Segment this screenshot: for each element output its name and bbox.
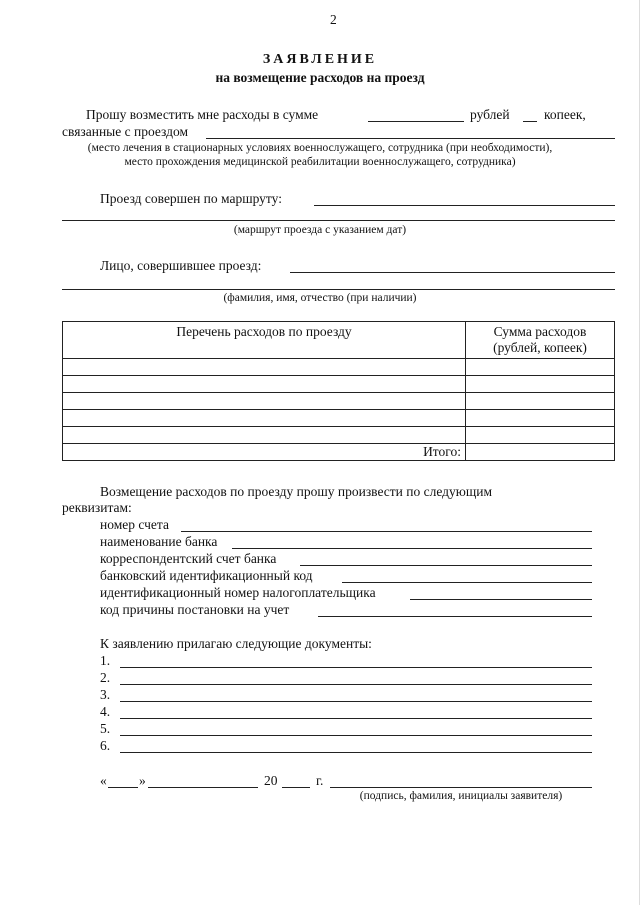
kopecks-label: копеек, bbox=[544, 107, 586, 122]
table-total-row bbox=[63, 444, 615, 461]
date-quote-close: » bbox=[139, 773, 146, 788]
date-day-field[interactable] bbox=[108, 787, 138, 788]
date-year-field[interactable] bbox=[282, 787, 310, 788]
expense-cell[interactable] bbox=[63, 427, 466, 444]
table-row bbox=[63, 410, 615, 427]
requisites-intro-line2: реквизитам: bbox=[62, 500, 132, 515]
account-number-field[interactable] bbox=[181, 531, 592, 532]
date-month-field[interactable] bbox=[148, 787, 258, 788]
attachment-number: 1. bbox=[100, 653, 111, 668]
sum-cell[interactable] bbox=[466, 410, 615, 427]
attachments-intro: К заявлению прилагаю следующие документы: bbox=[100, 636, 372, 651]
account-number-label: номер счета bbox=[100, 517, 169, 532]
person-note: (фамилия, имя, отчество (при наличии) bbox=[223, 292, 417, 304]
attachment-field-3[interactable] bbox=[120, 701, 592, 702]
inn-field[interactable] bbox=[410, 599, 592, 600]
kpp-label: код причины постановки на учет bbox=[100, 602, 290, 617]
table-header-row bbox=[63, 322, 615, 359]
corr-account-field[interactable] bbox=[300, 565, 592, 566]
signature-note: (подпись, фамилия, инициалы заявителя) bbox=[359, 790, 563, 802]
destination-note-line2: место прохождения медицинской реабилитации военнослужащего, сотрудника) bbox=[124, 156, 516, 168]
attachment-field-6[interactable] bbox=[120, 752, 592, 753]
attachment-number: 5. bbox=[100, 721, 111, 736]
table-row bbox=[63, 359, 615, 376]
route-note: (маршрут проезда с указанием дат) bbox=[233, 224, 407, 236]
sum-header-line2: (рублей, копеек) bbox=[493, 340, 587, 355]
attachment-number: 6. bbox=[100, 738, 111, 753]
year-suffix: г. bbox=[316, 773, 324, 788]
request-line2: связанные с проездом bbox=[62, 124, 189, 139]
table-row bbox=[63, 393, 615, 410]
sum-cell[interactable] bbox=[466, 376, 615, 393]
sum-header-line1: Сумма расходов bbox=[493, 324, 587, 339]
document-title: ЗАЯВЛЕНИЕ bbox=[262, 52, 378, 67]
bik-label: банковский идентификационный код bbox=[100, 568, 313, 583]
request-prefix: Прошу возместить мне расходы в сумме bbox=[86, 107, 319, 122]
bank-name-field[interactable] bbox=[232, 548, 592, 549]
route-field-line2[interactable] bbox=[62, 220, 615, 221]
document-subtitle: на возмещение расходов на проезд bbox=[215, 70, 425, 85]
expense-cell[interactable] bbox=[63, 410, 466, 427]
inn-label: идентификационный номер налогоплательщика bbox=[100, 585, 376, 600]
expense-cell[interactable] bbox=[63, 393, 466, 410]
person-field[interactable] bbox=[290, 272, 615, 273]
amount-kopecks-field[interactable] bbox=[523, 121, 537, 122]
attachment-field-4[interactable] bbox=[120, 718, 592, 719]
destination-note-line1: (место лечения в стационарных условиях военнослужащего, сотрудника (при необходимости), bbox=[87, 142, 553, 154]
person-field-line2[interactable] bbox=[62, 289, 615, 290]
route-field[interactable] bbox=[314, 205, 615, 206]
expenses-table bbox=[62, 321, 615, 461]
date-quote-open: « bbox=[100, 773, 107, 788]
attachment-number: 2. bbox=[100, 670, 111, 685]
person-label: Лицо, совершившее проезд: bbox=[100, 258, 262, 273]
total-sum-cell[interactable] bbox=[466, 444, 615, 461]
attachment-field-2[interactable] bbox=[120, 684, 592, 685]
corr-account-label: корреспондентский счет банка bbox=[100, 551, 277, 566]
rubles-label: рублей bbox=[470, 107, 510, 122]
attachment-number: 3. bbox=[100, 687, 111, 702]
year-prefix: 20 bbox=[264, 773, 278, 788]
expenses-list-header: Перечень расходов по проезду bbox=[63, 322, 466, 359]
attachment-field-5[interactable] bbox=[120, 735, 592, 736]
table-row bbox=[63, 427, 615, 444]
sum-cell[interactable] bbox=[466, 359, 615, 376]
page-number: 2 bbox=[330, 12, 337, 27]
destination-field[interactable] bbox=[206, 138, 615, 139]
kpp-field[interactable] bbox=[318, 616, 592, 617]
attachment-number: 4. bbox=[100, 704, 111, 719]
signature-field[interactable] bbox=[330, 787, 592, 788]
expenses-sum-header bbox=[466, 322, 615, 359]
sum-cell[interactable] bbox=[466, 427, 615, 444]
route-label: Проезд совершен по маршруту: bbox=[100, 191, 282, 206]
total-label: Итого: bbox=[63, 444, 466, 461]
expense-cell[interactable] bbox=[63, 359, 466, 376]
bank-name-label: наименование банка bbox=[100, 534, 218, 549]
requisites-intro-line1: Возмещение расходов по проезду прошу произвести по следующим bbox=[100, 484, 493, 499]
expense-cell[interactable] bbox=[63, 376, 466, 393]
bik-field[interactable] bbox=[342, 582, 592, 583]
amount-rubles-field[interactable] bbox=[368, 121, 464, 122]
sum-cell[interactable] bbox=[466, 393, 615, 410]
attachment-field-1[interactable] bbox=[120, 667, 592, 668]
table-row bbox=[63, 376, 615, 393]
